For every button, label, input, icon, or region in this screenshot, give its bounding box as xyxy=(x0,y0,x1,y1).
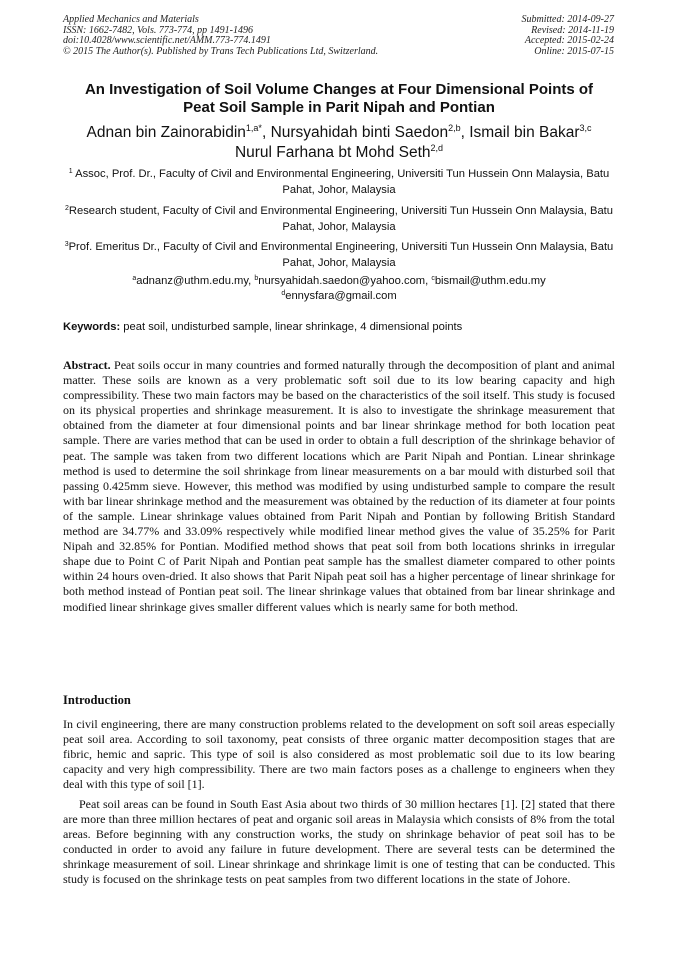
copyright-line: © 2015 The Author(s). Published by Trans Tech Publications Ltd, Switzerland. xyxy=(63,45,379,57)
email-mark: b xyxy=(254,275,259,282)
affiliation-mark: 2 xyxy=(64,205,69,212)
author-separator: , xyxy=(460,124,470,141)
date-accepted: Accepted: 2015-02-24 xyxy=(524,35,614,46)
journal-doi: doi:10.4028/www.scientific.net/AMM.773-774.1491 xyxy=(63,35,271,46)
author-affiliation-mark: 2,d xyxy=(430,143,444,153)
email-address[interactable]: adnanz@uthm.edu.my, xyxy=(136,275,255,287)
keywords-text: peat soil, undisturbed sample, linear shrinkage, 4 dimensional points xyxy=(120,321,463,333)
author-separator: , xyxy=(261,124,271,141)
journal-issn: ISSN: 1662-7482, Vols. 773-774, pp 1491-1496 xyxy=(63,24,253,36)
title-line: An Investigation of Soil Volume Changes at Four Dimensional Points of xyxy=(84,81,594,98)
affiliation xyxy=(63,167,615,198)
email-address[interactable]: ennysfara@gmail.com xyxy=(285,289,397,302)
publication-dates xyxy=(414,15,614,57)
author-affiliation-mark: 1,a* xyxy=(245,123,262,133)
author-affiliation-mark: 3,c xyxy=(579,123,592,133)
affiliation xyxy=(63,240,615,271)
affiliation-text: Assoc, Prof. Dr., Faculty of Civil and Environmental Engineering, Universiti Tun Hussein Onn Malaysia, Batu Pahat, Johor, Malaysia xyxy=(72,168,610,196)
author-affiliation-mark: 2,b xyxy=(448,123,461,133)
email-mark: d xyxy=(281,289,286,297)
abstract-text: Peat soils occur in many countries and formed naturally through the decomposition of plant and animal matter. These soils are known as a very problematic soft soil due to its low bearing capacity and high compressibility. These two main factors may be based on the characteristics of the soil itself. This study is focused on its physical properties and shrinkage measurement. It is also to investigate the shrinkage measurement that obtained from the diameter at four dimensional points and bar linear shrinkage method for both location peat sample. There are varies method that can be used in order to obtain a full description of the shrinkage behavior of peat. The sample was taken from two different locations which are Parit Nipah and Pontian. Linear shrinkage method is used to determine the soil shrinkage from linear measurements on a bar mould with disturbed soil that passing 0.425mm sieve. However, this method was modified by using undisturbed sample to compare the result with bar linear shrinkage method and the measurement was obtained by the reduction of its diameter at four points of the sample. Linear shrinkage values obtained from Parit Nipah and Pontian by following British Standard method are 34.77% and 33.09% respectively while modified linear method gives the value of 35.25% for Parit Nipah and 32.85% for Pontian. Modified method shows that peat soil from both locations shrinks in irregular shape due to Point C of Parit Nipah and Pontian peat sample has the smallest diameter compared to other points within 24 hours oven-dried. It also shows that Parit Nipah peat soil has a higher percentage of linear shrinkage for both method instead of Pontian peat soil. The linear shrinkage values that obtained from bar linear shrinkage and modified linear shrinkage gives smaller different values which is nearly same for both method. xyxy=(63,358,615,614)
keywords-label: Keywords: xyxy=(63,321,121,333)
email-line xyxy=(63,289,615,304)
author-name: Nurul Farhana bt Mohd Seth xyxy=(234,144,431,161)
abstract xyxy=(63,358,615,615)
journal-info xyxy=(63,15,453,57)
date-submitted: Submitted: 2014-09-27 xyxy=(521,14,614,25)
abstract-label: Abstract. xyxy=(63,358,111,372)
journal-name: Applied Mechanics and Materials xyxy=(63,14,199,25)
email-address[interactable]: bismail@uthm.edu.my xyxy=(434,275,546,287)
affiliation xyxy=(63,204,615,235)
section-heading-introduction: Introduction xyxy=(63,693,131,707)
affiliation-text: Research student, Faculty of Civil and Environmental Engineering, Universiti Tun Hussein Onn Malaysia, Batu Pahat, Johor, Malaysia xyxy=(68,205,613,233)
affiliation-mark: 3 xyxy=(64,241,69,248)
affiliation-text: Prof. Emeritus Dr., Faculty of Civil and Environmental Engineering, Universiti Tun Hussein Onn Malaysia, Batu Pahat, Johor, Malaysia xyxy=(68,241,614,269)
author-name: Ismail bin Bakar xyxy=(469,124,580,141)
keywords xyxy=(63,321,615,333)
introduction-paragraph: Peat soil areas can be found in South East Asia about two thirds of 30 million hectares [1]. [2] stated that there are more than three million hectares of peat and organic soil areas in Malaysia which consists of 8% from the total areas. Before beginning with any construction works, the study on shrinkage behavior of peat soil has to be conducted in order to avoid any failure in future development. There are several tests can be determined the shrinkage measurement of soil. Linear shrinkage and shrinkage limit is one of testing that can be conducted. This study is focused on the shrinkage tests on peat samples from two different locations in the state of Johore. xyxy=(63,797,615,887)
affiliation-mark: 1 xyxy=(68,168,73,175)
author-name: Adnan bin Zainorabidin xyxy=(86,124,246,141)
email-mark: c xyxy=(431,275,435,282)
date-online: Online: 2015-07-15 xyxy=(534,45,614,57)
author-emails xyxy=(63,274,615,303)
title-line: Peat Soil Sample in Parit Nipah and Pontian xyxy=(183,99,495,116)
email-mark: a xyxy=(132,275,137,282)
date-revised: Revised: 2014-11-19 xyxy=(531,24,614,36)
author-line xyxy=(40,143,638,163)
introduction-paragraph: In civil engineering, there are many construction problems related to the development on soft soil areas especially peat soil area. According to soil taxonomy, peat consists of three organic matter decomposition stages that are fibric, hemic and sapric. This type of soil is also considered as most problematic soil due to its low bearing capacity and very high compressibility. There are two main factors poses as a challenge to engineers when they deal with this type of soil [1]. xyxy=(63,717,615,792)
author-name: Nursyahidah binti Saedon xyxy=(270,124,449,141)
author-list xyxy=(40,123,638,163)
author-line xyxy=(40,123,638,143)
email-line xyxy=(63,274,615,289)
paper-title xyxy=(40,81,638,117)
email-address[interactable]: nursyahidah.saedon@yahoo.com, xyxy=(258,275,432,287)
